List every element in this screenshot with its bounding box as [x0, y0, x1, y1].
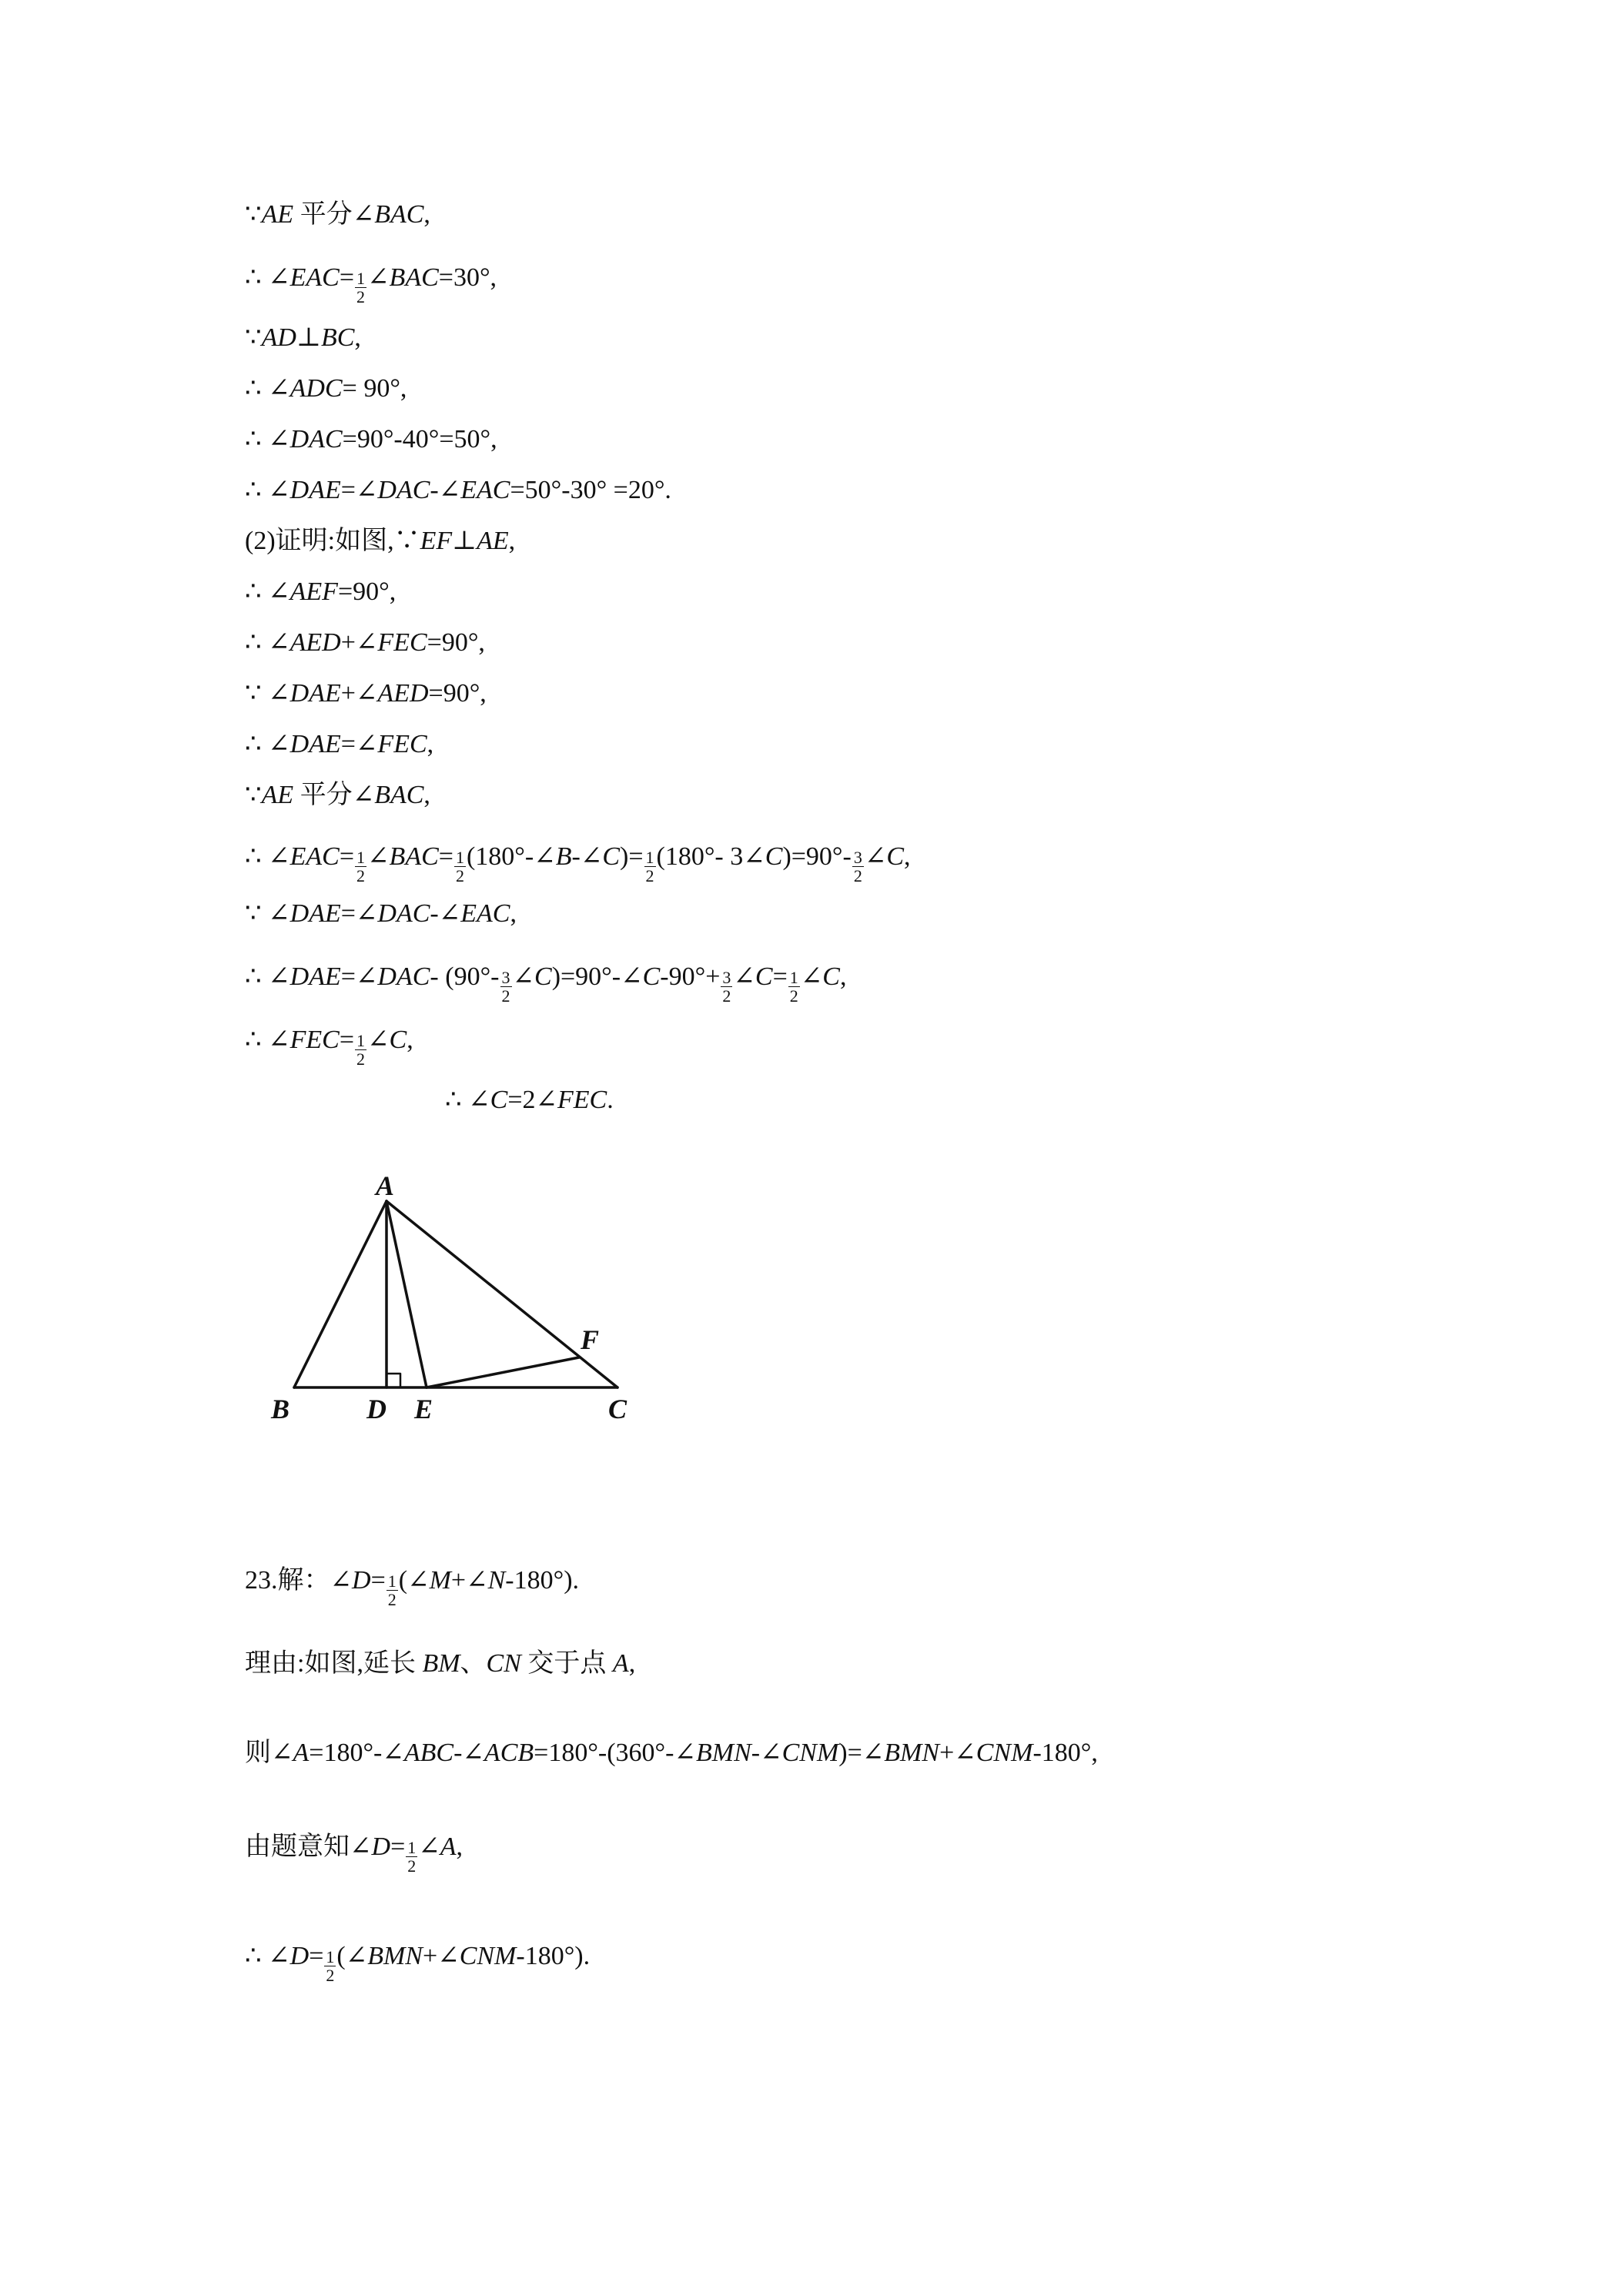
label-a: A	[376, 1170, 395, 1201]
proof-line-4: ∴ ∠ADC= 90°,	[245, 374, 407, 403]
proof-line-15: ∴ ∠DAE=∠DAC- (90°- $\frac{3}{2}$ ∠C)=90°-∠C-90°+ $\frac{3}{2}$ ∠C= $\frac{1}{2}$ ∠C,	[245, 962, 847, 1006]
fraction-half: $\frac{1}{2}$	[356, 269, 366, 306]
label-c: C	[608, 1394, 627, 1424]
triangle-figure	[254, 1155, 654, 1448]
proof-conclusion: ∴ ∠C=2∠FEC.	[445, 1086, 614, 1114]
q23-given: 由题意知∠D= $\frac{1}{2}$ ∠A,	[245, 1832, 463, 1876]
q23-then: 则∠A=180°-∠ABC-∠ACB=180°-(360°-∠BMN-∠CNM)=∠BMN+∠CNM-180°,	[245, 1739, 1098, 1767]
proof-line-7: (2)证明:如图,∵EF⊥AE,	[245, 527, 516, 555]
proof-line-14: ∵ ∠DAE=∠DAC-∠EAC,	[245, 899, 517, 928]
proof-line-6: ∴ ∠DAE=∠DAC-∠EAC=50°-30° =20°.	[245, 476, 671, 504]
fraction-half: $\frac{1}{2}$	[455, 848, 464, 885]
proof-line-3: ∵AD⊥BC,	[245, 323, 361, 352]
fraction-half: $\frac{1}{2}$	[356, 848, 366, 885]
label-e: E	[414, 1394, 433, 1424]
fraction-half: $\frac{1}{2}$	[326, 1947, 335, 1985]
proof-line-5: ∴ ∠DAC=90°-40°=50°,	[245, 425, 497, 454]
segment-ab	[294, 1201, 387, 1387]
fraction-three-halves: $\frac{3}{2}$	[722, 968, 731, 1006]
proof-line-9: ∴ ∠AED+∠FEC=90°,	[245, 628, 485, 657]
proof-line-10: ∵ ∠DAE+∠AED=90°,	[245, 679, 487, 708]
fraction-half: $\frac{1}{2}$	[645, 848, 654, 885]
proof-line-13: ∴ ∠EAC= $\frac{1}{2}$ ∠BAC= $\frac{1}{2}$ (180°-∠B-∠C)= $\frac{1}{2}$ (180°- 3∠C)=90°- $\frac{3}{2}$ ∠C,	[245, 842, 911, 885]
label-f: F	[581, 1324, 600, 1355]
fraction-half: $\frac{1}{2}$	[407, 1838, 417, 1876]
fraction-half: $\frac{1}{2}$	[789, 968, 798, 1006]
label-b: B	[271, 1394, 290, 1424]
segment-ef	[427, 1357, 579, 1387]
q23-answer: 23.解：∠D= $\frac{1}{2}$ (∠M+∠N-180°).	[245, 1566, 580, 1609]
proof-line-2: ∴ ∠EAC= $\frac{1}{2}$ ∠BAC=30°,	[245, 263, 497, 306]
label-d: D	[366, 1394, 387, 1424]
fraction-half: $\frac{1}{2}$	[387, 1571, 397, 1609]
fraction-three-halves: $\frac{3}{2}$	[853, 848, 862, 885]
proof-line-12: ∵AE 平分∠BAC,	[245, 781, 430, 809]
fraction-half: $\frac{1}{2}$	[356, 1031, 366, 1069]
fraction-three-halves: $\frac{3}{2}$	[501, 968, 510, 1006]
q23-reason: 理由:如图,延长 BM、CN 交于点 A,	[245, 1649, 636, 1678]
q23-conclusion: ∴ ∠D= $\frac{1}{2}$ (∠BMN+∠CNM-180°).	[245, 1942, 591, 1985]
right-angle-mark	[387, 1374, 400, 1387]
proof-line-16: ∴ ∠FEC= $\frac{1}{2}$ ∠C,	[245, 1026, 413, 1069]
proof-line-8: ∴ ∠AEF=90°,	[245, 577, 397, 606]
proof-line-1: ∵AE 平分∠BAC,	[245, 200, 430, 229]
proof-line-11: ∴ ∠DAE=∠FEC,	[245, 730, 434, 758]
